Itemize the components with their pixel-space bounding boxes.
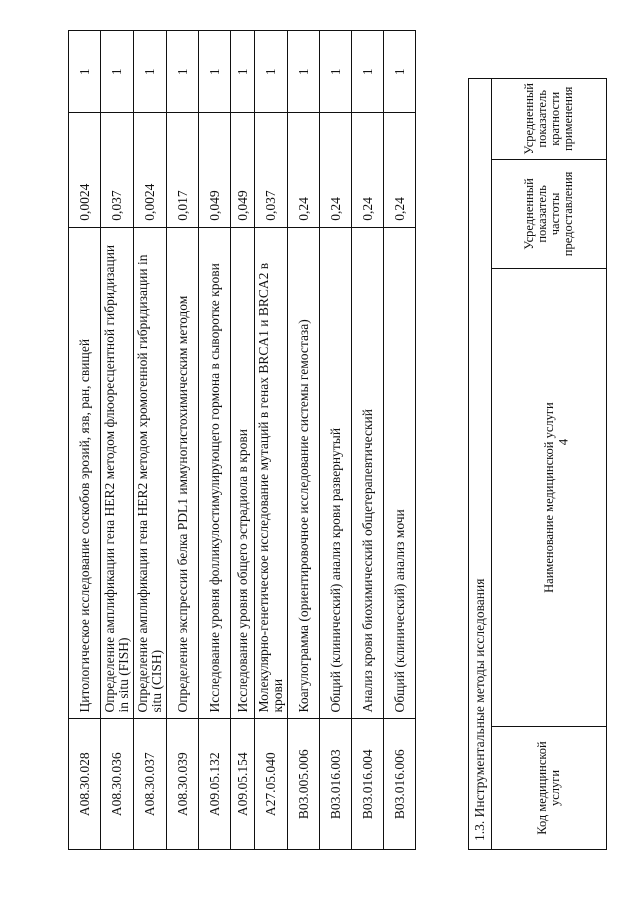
service-frequency: 0,037 (255, 113, 288, 227)
service-multiplicity: 1 (255, 31, 288, 113)
service-name: Анализ крови биохимический общетерапевтический (352, 227, 384, 719)
service-frequency: 0,037 (101, 113, 134, 227)
service-code: A27.05.040 (255, 719, 288, 850)
service-name: Общий (клинический) анализ мочи (384, 227, 416, 719)
table-row (199, 31, 231, 850)
service-code: B03.005.006 (288, 719, 320, 850)
table-row (69, 31, 101, 850)
service-frequency: 0,24 (352, 113, 384, 227)
service-code: B03.016.004 (352, 719, 384, 850)
service-name: Молекулярно-генетическое исследование мутаций в генах BRCA1 и BRCA2 в крови (255, 227, 288, 719)
services-table (68, 30, 416, 850)
service-multiplicity: 1 (320, 31, 352, 113)
service-frequency: 0,017 (167, 113, 199, 227)
service-code: B03.016.003 (320, 719, 352, 850)
table-row (384, 31, 416, 850)
table-row (167, 31, 199, 850)
header-name: Наименование медицинской услуги (492, 269, 607, 727)
service-multiplicity: 1 (69, 31, 101, 113)
header-code: Код медицинской услуги (492, 726, 607, 849)
instrumental-section (468, 78, 588, 850)
service-frequency: 0,24 (384, 113, 416, 227)
service-code: A08.30.036 (101, 719, 134, 850)
table-header-row (492, 79, 607, 850)
service-frequency: 0,0024 (134, 113, 167, 227)
service-multiplicity: 1 (101, 31, 134, 113)
section-header-table (491, 78, 607, 850)
service-name: Определение амплификации гена HER2 методом хромогенной гибридизации in situ (CISH) (134, 227, 167, 719)
service-frequency: 0,049 (199, 113, 231, 227)
service-code: A09.05.154 (231, 719, 255, 850)
service-frequency: 0,049 (231, 113, 255, 227)
service-multiplicity: 1 (231, 31, 255, 113)
table-row (231, 31, 255, 850)
service-frequency: 0,24 (320, 113, 352, 227)
service-name: Определение амплификации гена HER2 методом флюоресцентной гибридизации in situ (FISH) (101, 227, 134, 719)
table-row (255, 31, 288, 850)
rotated-page (0, 30, 575, 875)
header-frequency: Усредненный показатель частоты предоставления (492, 159, 607, 269)
table-row (101, 31, 134, 850)
service-name: Коагулограмма (ориентировочное исследование системы гемостаза) (288, 227, 320, 719)
service-multiplicity: 1 (352, 31, 384, 113)
service-code: A08.30.028 (69, 719, 101, 850)
service-frequency: 0,0024 (69, 113, 101, 227)
service-multiplicity: 1 (167, 31, 199, 113)
service-name: Цитологическое исследование соскобов эрозий, язв, ран, свищей (69, 227, 101, 719)
table-row (134, 31, 167, 850)
service-name: Исследование уровня общего эстрадиола в крови (231, 227, 255, 719)
table-row (352, 31, 384, 850)
service-code: A08.30.037 (134, 719, 167, 850)
service-code: A08.30.039 (167, 719, 199, 850)
table-row (320, 31, 352, 850)
service-name: Определение экспрессии белка PDL1 иммуногистохимическим методом (167, 227, 199, 719)
service-multiplicity: 1 (134, 31, 167, 113)
service-code: B03.016.006 (384, 719, 416, 850)
service-code: A09.05.132 (199, 719, 231, 850)
service-name: Общий (клинический) анализ крови развернутый (320, 227, 352, 719)
service-multiplicity: 1 (288, 31, 320, 113)
service-name: Исследование уровня фолликулостимулирующего гормона в сыворотке крови (199, 227, 231, 719)
header-multiplicity: Усредненный показатель кратности применения (492, 79, 607, 160)
service-multiplicity: 1 (384, 31, 416, 113)
section-title: 1.3. Инструментальные методы исследования (468, 78, 492, 850)
table-row (288, 31, 320, 850)
page-number: 4 (555, 438, 571, 446)
service-frequency: 0,24 (288, 113, 320, 227)
service-multiplicity: 1 (199, 31, 231, 113)
